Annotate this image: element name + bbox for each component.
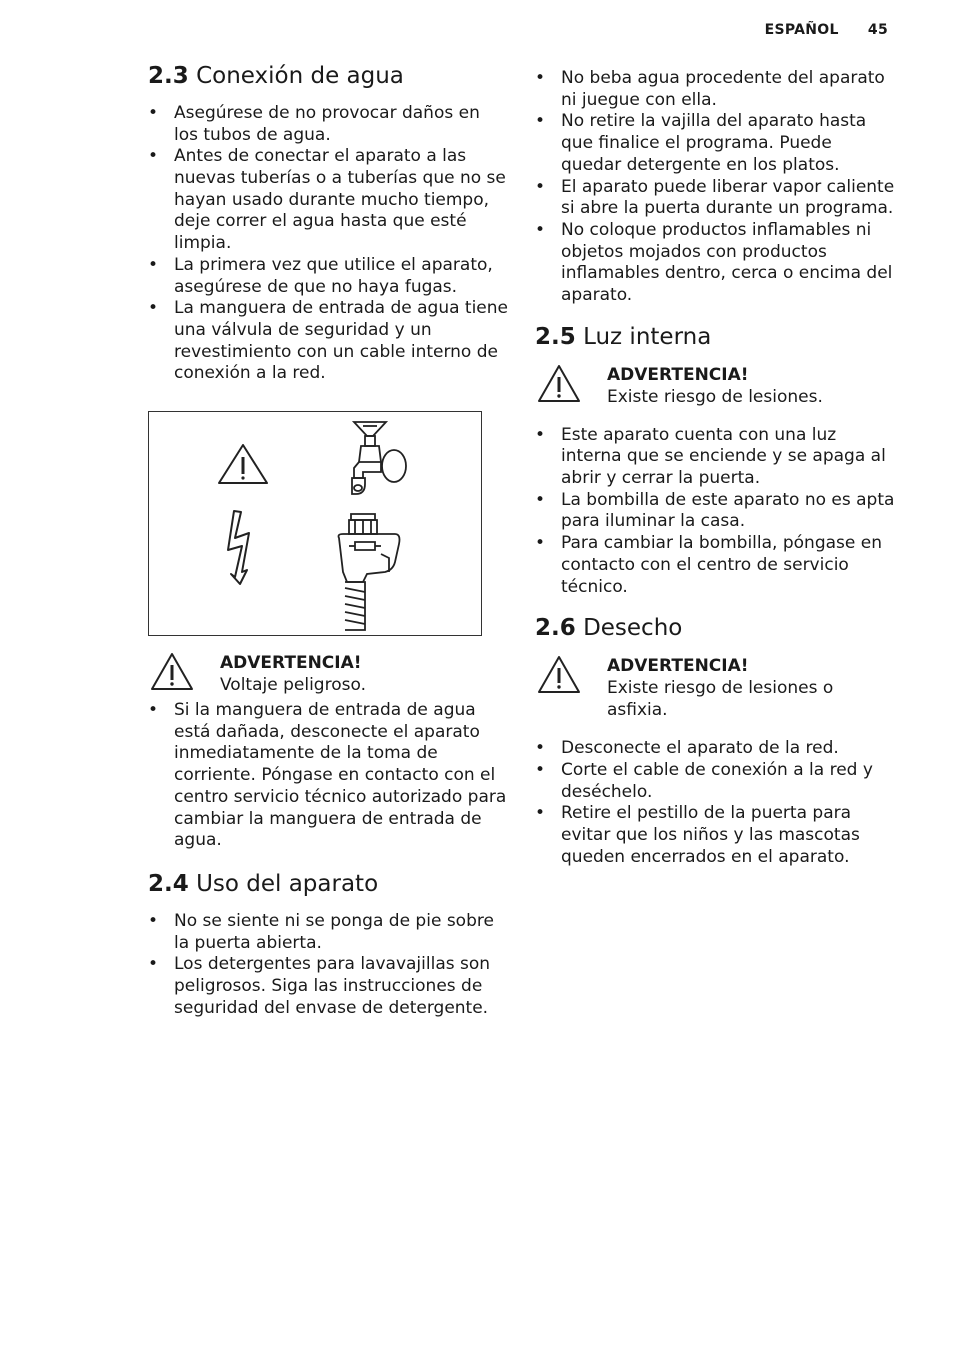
list-item: • Si la manguera de entrada de agua está dañada, desconecte el aparato inmediatamente de la toma de corriente. Póngase en contacto con el centro servicio técnico autorizado para cambiar la manguera de entrada de agua. bbox=[148, 700, 507, 851]
list-item: • Para cambiar la bombilla, póngase en contacto con el centro de servicio técnico. bbox=[535, 533, 882, 597]
warning-text: Voltaje peligroso. bbox=[220, 675, 366, 696]
warning-box-asphyxia bbox=[535, 655, 895, 721]
left-column bbox=[148, 62, 508, 1019]
warning-triangle-icon bbox=[219, 445, 267, 483]
list-item: • La primera vez que utilice el aparato, asegúrese de que no haya fugas. bbox=[148, 254, 493, 297]
list-item: • Desconecte el aparato de la red. bbox=[535, 738, 839, 759]
inlet-hose-safety-valve-icon bbox=[339, 514, 400, 630]
warning-title: ADVERTENCIA! bbox=[607, 364, 749, 385]
section-2-6-list bbox=[535, 738, 895, 868]
right-column bbox=[535, 68, 895, 868]
list-item: • No se siente ni se ponga de pie sobre la puerta abierta. bbox=[148, 910, 494, 953]
section-2-4-list-continued bbox=[535, 68, 895, 307]
warning-title: ADVERTENCIA! bbox=[607, 656, 749, 677]
warning-triangle-icon bbox=[150, 652, 194, 692]
list-item: • La bombilla de este aparato no es apta para iluminar la casa. bbox=[535, 489, 895, 532]
page-header bbox=[765, 22, 888, 38]
list-item: • No beba agua procedente del aparato ni juegue con ella. bbox=[535, 68, 885, 110]
warning-triangle-icon bbox=[537, 655, 581, 695]
section-2-5-list bbox=[535, 425, 895, 599]
list-item: • Los detergentes para lavavajillas son peligrosos. Siga las instrucciones de seguridad del envase de detergente. bbox=[148, 954, 491, 1018]
section-2-4-heading: 2.4 Uso del aparato bbox=[148, 870, 379, 897]
list-item: • La manguera de entrada de agua tiene una válvula de seguridad y un revestimiento con un cable interno de conexión a la red. bbox=[148, 298, 508, 384]
section-2-3-list-after bbox=[148, 700, 508, 852]
list-item: • Asegúrese de no provocar daños en los tubos de agua. bbox=[148, 102, 480, 145]
electric-shock-icon bbox=[228, 511, 249, 584]
warning-text: Existe riesgo de lesiones o asfixia. bbox=[607, 678, 834, 721]
section-2-6-heading: 2.6 Desecho bbox=[535, 615, 683, 642]
hose-illustration-svg bbox=[149, 412, 481, 635]
list-item: • El aparato puede liberar vapor caliente si abre la puerta durante un programa. bbox=[535, 176, 895, 219]
list-item: • Corte el cable de conexión a la red y deséchelo. bbox=[535, 759, 873, 802]
list-item: • Este aparato cuenta con una luz interna que se enciende y se apaga al abrir y cerrar la puerta. bbox=[535, 424, 886, 489]
hose-illustration bbox=[148, 411, 482, 636]
list-item: • Retire el pestillo de la puerta para evitar que los niños y las mascotas queden encerrados en el aparato. bbox=[535, 803, 860, 867]
header-language: ESPAÑOL bbox=[764, 22, 839, 38]
warning-box-voltage bbox=[148, 652, 508, 696]
warning-box-injury bbox=[535, 364, 895, 408]
warning-title: ADVERTENCIA! bbox=[220, 653, 362, 674]
page-number: 45 bbox=[867, 22, 888, 38]
list-item: • No retire la vajilla del aparato hasta que finalice el programa. Puede quedar detergente en los platos. bbox=[535, 111, 867, 175]
section-2-3-heading: 2.3 Conexión de agua bbox=[148, 63, 404, 89]
section-2-3-list bbox=[148, 103, 508, 385]
water-tap-icon bbox=[352, 422, 406, 494]
section-2-5-heading: 2.5 Luz interna bbox=[535, 323, 712, 350]
list-item: • No coloque productos inflamables ni objetos mojados con productos inflamables dentro, cerca o encima del aparato. bbox=[535, 219, 893, 306]
list-item: • Antes de conectar el aparato a las nuevas tuberías o a tuberías que no se hayan usado durante mucho tiempo, deje correr el agua hasta que esté limpia. bbox=[148, 146, 506, 254]
warning-text: Existe riesgo de lesiones. bbox=[607, 386, 823, 407]
warning-triangle-icon bbox=[537, 364, 581, 404]
section-2-4-list bbox=[148, 911, 508, 1020]
